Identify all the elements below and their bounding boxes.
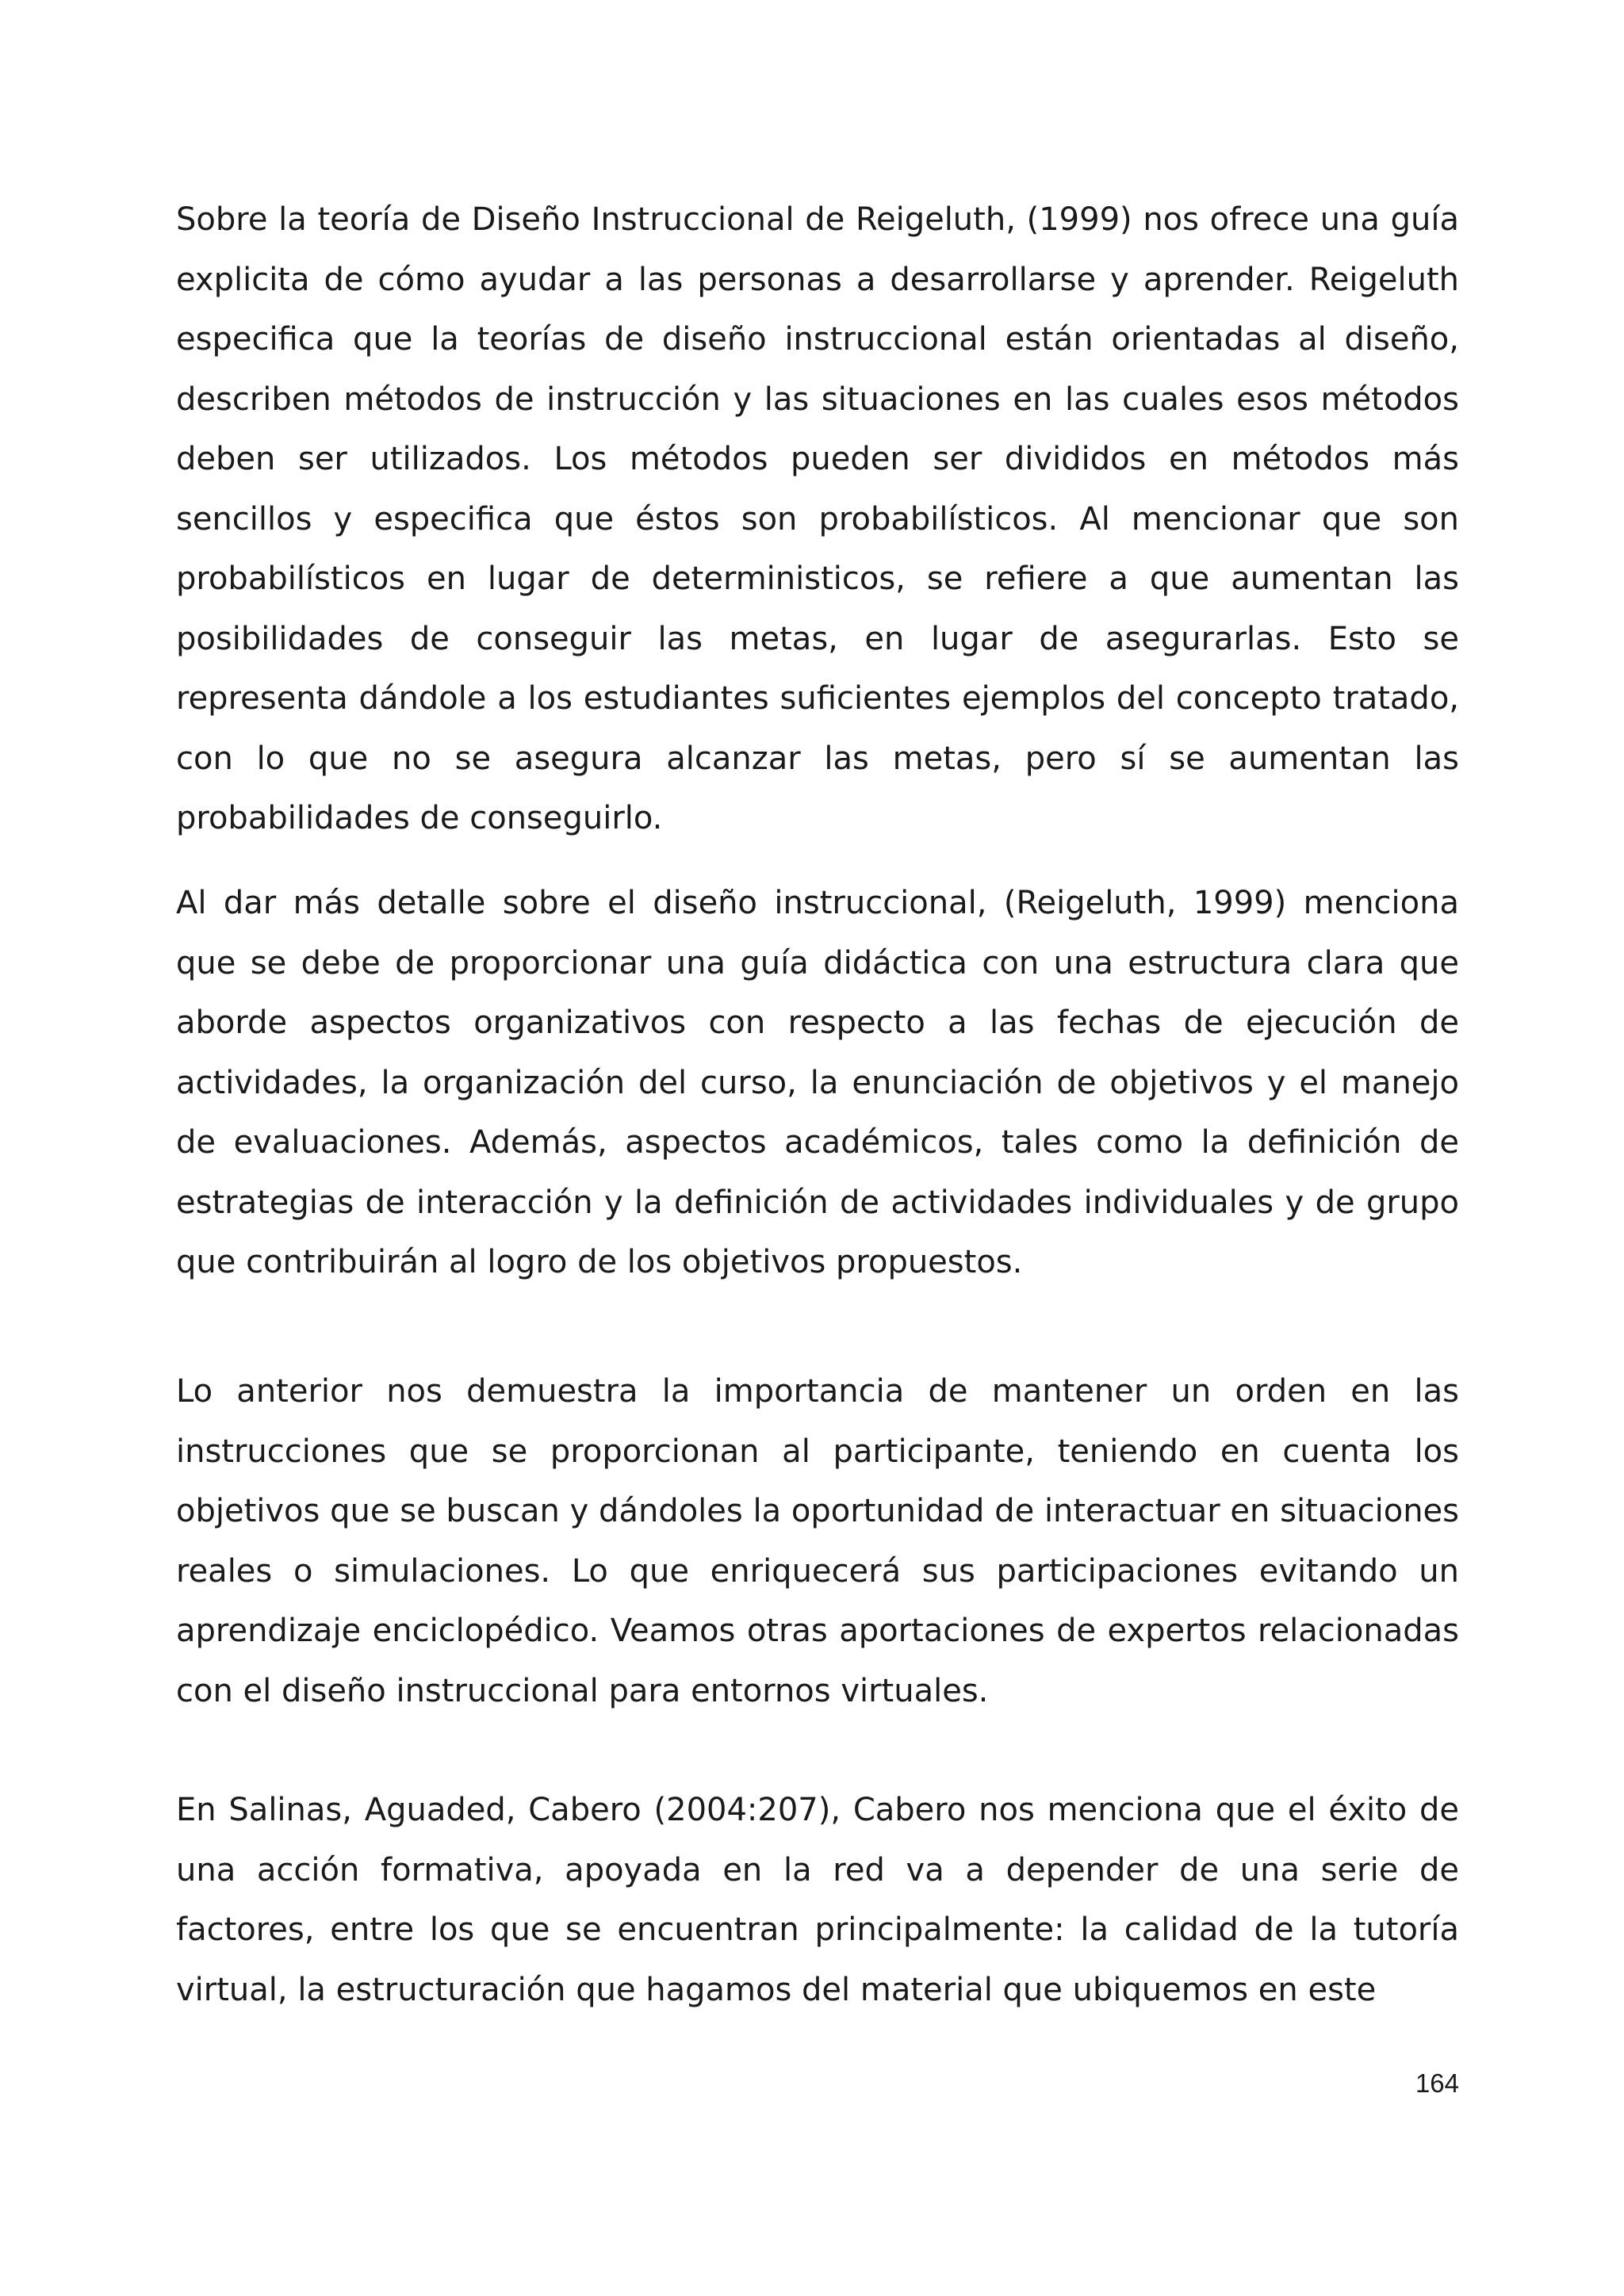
page-number: 164 (1415, 2068, 1459, 2098)
paragraph-salinas-aguaded-cabero: En Salinas, Aguaded, Cabero (2004:207), Cabero nos menciona que el éxito de una acción formativa, apoyada en la red va a depender de una serie de factores, entre los que se encuentran principalmente: la calidad de la tutoría virtual, la estructuración que hagamos del material que ubiquemos en este (176, 1792, 1459, 2008)
paragraph-reigeluth-theory: Sobre la teoría de Diseño Instruccional de Reigeluth, (1999) nos ofrece una guía explicita de cómo ayudar a las personas a desarrollarse y aprender. Reigeluth especifica que la teorías de diseño instruccional están orientadas al diseño, describen métodos de instrucción y las situaciones en las cuales esos métodos deben ser utilizados. Los métodos pueden ser divididos en métodos más sencillos y especifica que éstos son probabilísticos. Al mencionar que son probabilísticos en lugar de deterministicos, se refiere a que aumentan las posibilidades de conseguir las metas, en lugar de asegurarlas. Esto se representa dándole a los estudiantes suficientes ejemplos del concepto tratado, con lo que no se asegura alcanzar las metas, pero sí se aumentan las probabilidades de conseguirlo. (176, 201, 1459, 836)
paragraph-instructional-design-detail: Al dar más detalle sobre el diseño instruccional, (Reigeluth, 1999) menciona que se debe de proporcionar una guía didáctica con una estructura clara que aborde aspectos organizativos con respecto a las fechas de ejecución de actividades, la organización del curso, la enunciación de objetivos y el manejo de evaluaciones. Además, aspectos académicos, tales como la definición de estrategias de interacción y la definición de actividades individuales y de grupo que contribuirán al logro de los objetivos propuestos. (176, 885, 1459, 1280)
paragraph-importance-of-order: Lo anterior nos demuestra la importancia de mantener un orden en las instrucciones que se proporcionan al participante, teniendo en cuenta los objetivos que se buscan y dándoles la oportunidad de interactuar en situaciones reales o simulaciones. Lo que enriquecerá sus participaciones evitando un aprendizaje enciclopédico. Veamos otras aportaciones de expertos relacionadas con el diseño instruccional para entornos virtuales. (176, 1373, 1459, 1709)
